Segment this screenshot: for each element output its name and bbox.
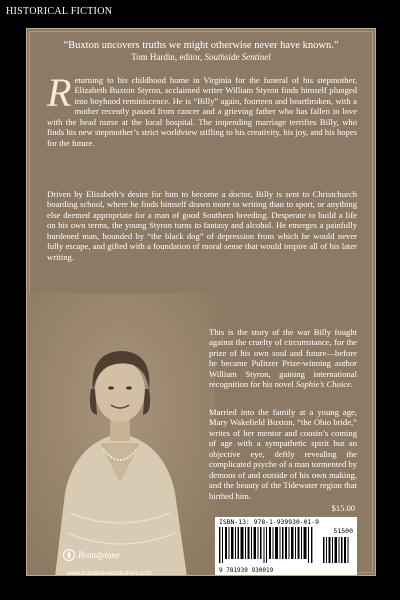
quote-publication: Southside Sentinel [204,52,271,63]
ean-barcode-bars [219,527,319,563]
quote-attribution [37,52,365,63]
ean-number: 9 781939 930019 [219,567,274,574]
publisher-name: Brandylane [78,550,120,560]
novel-title: Sophie’s Choice. [295,379,354,390]
paragraph-3-text: This is the story of the war Billy fought against the cruelty of circumstance, for the prize of his own soul and future—before he became Pulitzer Prize-winning author William Styron, gaining international recognition for his novel [209,327,357,390]
author-portrait-photo [26,293,215,576]
synopsis-paragraph-4: Married into the family at a young age, Mary Wakefield Buxton, “the Ohio bride,” writes of her mentor and cousin’s coming of age with a sympathetic spirit but an objective eye, deftly revealing the complicated psyche of a man tormented by demons of and outside of his own making, and the beauty of the Tidewater region that birthed him. [209,407,357,501]
price-addon-code: 51500 [333,527,353,535]
publisher-website: www.brandylanepublishers.com [67,571,152,576]
quote-text: “Buxton uncovers truths we might otherwise never have known.” [63,40,339,51]
addon-barcode-bars [323,537,351,563]
synopsis-paragraph-1 [47,70,357,148]
isbn-text: ISBN-13: 978-1-939930-01-9 [219,518,320,526]
barcode [215,517,357,575]
synopsis-paragraph-2: Driven by Elizabeth’s desire for him to become a doctor, Billy is sent to Christchurch boarding school, where he finds himself drawn more to writing than to sport, or anything else deemed appropriate for a man of good Southern breeding. Desperate to build a life on his own terms, the young Styron turns to fantasy and alcohol. He emerges a painfully burdened man, hounded by “the black dog” of depression from which he would never fully escape, and gifted with a foundation of moral sense that would inspire all of his later writing. [47,189,357,262]
paragraph-1-text: eturning to his childhood home in Virginia for the funeral of his stepmother, Elizabeth Buxton Styron, acclaimed writer William Styron finds himself plunged into boyhood reminiscence. He is “Billy” again, fourteen and heartbroken, with a mother recently passed from cancer and a grieving father who has fallen in love with the head nurse at the local hospital. The impending marriage terrifies Billy, who finds his new stepmother’s strict worldview stifling to his creativity, his joy, and his hopes for the future. [47,75,357,148]
genre-label: HISTORICAL FICTION [6,6,113,17]
price-label: $15.00 [331,503,355,513]
quote-author: Tom Hardin, editor, [131,52,203,63]
content-panel [26,28,376,576]
publisher-logo [63,549,120,561]
endorsement-quote [37,39,365,63]
synopsis-paragraph-3 [209,327,357,390]
drop-cap: R [47,70,72,115]
publisher-emblem-icon [63,549,75,561]
